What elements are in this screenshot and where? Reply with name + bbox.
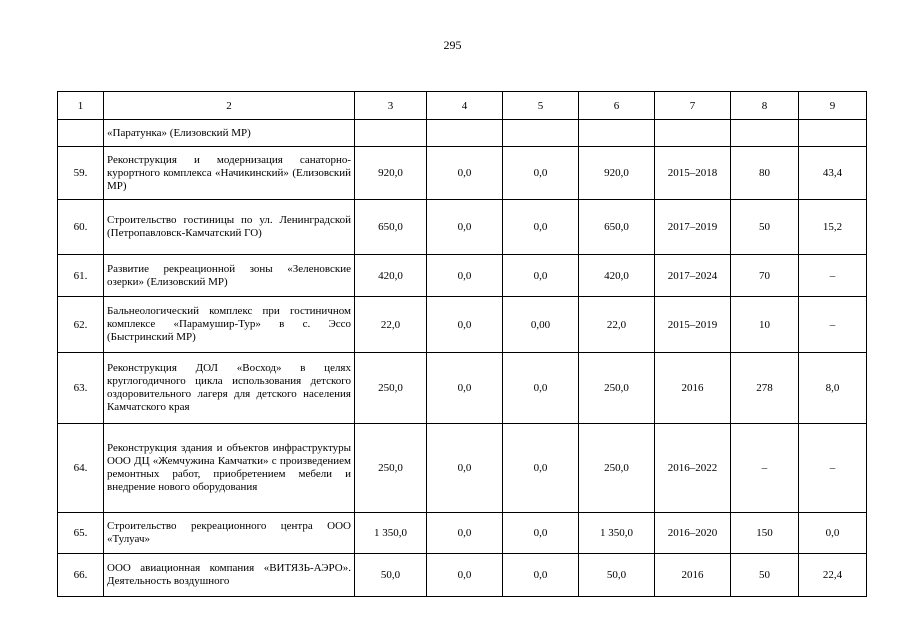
cell-col-8: 278 [731,353,799,424]
table-row [58,255,867,297]
cell-col-3: 250,0 [355,424,427,513]
cell-col-4: 0,0 [427,353,503,424]
cell-row-number: 63. [58,353,104,424]
cell-col-3: 22,0 [355,297,427,353]
column-header: 7 [655,92,731,120]
cell-col-4: 0,0 [427,297,503,353]
cell-col-5: 0,0 [503,424,579,513]
cell-col-5: 0,0 [503,147,579,200]
cell-empty [503,120,579,147]
cell-col-3: 250,0 [355,353,427,424]
cell-col-5: 0,0 [503,513,579,554]
cell-col-6: 420,0 [579,255,655,297]
cell-col-6: 250,0 [579,353,655,424]
table-row [58,200,867,255]
table-row-continuation [58,120,867,147]
cell-col-6: 1 350,0 [579,513,655,554]
cell-row-number: 65. [58,513,104,554]
column-header: 9 [799,92,867,120]
cell-row-number: 60. [58,200,104,255]
cell-description: Реконструкция здания и объектов инфраструктуры ООО ДЦ «Жемчужина Камчатки» с произведением ремонтных работ, приобретением мебели и внедрение нового оборудования [104,424,355,513]
cell-description: Бальнеологический комплекс при гостиничном комплексе «Парамушир-Тур» в с. Эссо (Быстринский МР) [104,297,355,353]
cell-col-9: 22,4 [799,554,867,597]
cell-col-8: 80 [731,147,799,200]
cell-col-8: 50 [731,554,799,597]
cell-description: ООО авиационная компания «ВИТЯЗЬ-АЭРО». Деятельность воздушного [104,554,355,597]
table-header-row [58,92,867,120]
cell-period: 2016 [655,353,731,424]
column-header: 5 [503,92,579,120]
column-header: 3 [355,92,427,120]
cell-col-9: 0,0 [799,513,867,554]
table-row [58,353,867,424]
cell-empty [579,120,655,147]
cell-col-6: 650,0 [579,200,655,255]
column-header: 6 [579,92,655,120]
column-header: 8 [731,92,799,120]
table-row [58,147,867,200]
cell-col-9: 8,0 [799,353,867,424]
column-header: 1 [58,92,104,120]
cell-col-4: 0,0 [427,554,503,597]
cell-col-9: 43,4 [799,147,867,200]
cell-period: 2015–2019 [655,297,731,353]
cell-col-3: 420,0 [355,255,427,297]
column-header: 2 [104,92,355,120]
cell-col-6: 920,0 [579,147,655,200]
cell-empty [58,120,104,147]
cell-row-number: 61. [58,255,104,297]
cell-period: 2016–2020 [655,513,731,554]
cell-empty [427,120,503,147]
cell-description: «Паратунка» (Елизовский МР) [104,120,355,147]
cell-period: 2015–2018 [655,147,731,200]
cell-col-9: – [799,255,867,297]
cell-col-4: 0,0 [427,424,503,513]
cell-empty [655,120,731,147]
cell-description: Реконструкция и модернизация санаторно-курортного комплекса «Начикинский» (Елизовский МР) [104,147,355,200]
cell-row-number: 66. [58,554,104,597]
cell-col-4: 0,0 [427,255,503,297]
cell-col-8: 150 [731,513,799,554]
cell-col-6: 22,0 [579,297,655,353]
cell-empty [355,120,427,147]
cell-period: 2017–2019 [655,200,731,255]
cell-col-8: – [731,424,799,513]
cell-period: 2016–2022 [655,424,731,513]
investment-projects-table [57,91,867,597]
cell-col-6: 50,0 [579,554,655,597]
cell-empty [799,120,867,147]
cell-period: 2016 [655,554,731,597]
column-header: 4 [427,92,503,120]
cell-row-number: 64. [58,424,104,513]
cell-col-4: 0,0 [427,147,503,200]
table-row [58,297,867,353]
cell-col-6: 250,0 [579,424,655,513]
cell-col-8: 50 [731,200,799,255]
cell-period: 2017–2024 [655,255,731,297]
cell-col-5: 0,0 [503,255,579,297]
cell-col-9: 15,2 [799,200,867,255]
cell-col-3: 50,0 [355,554,427,597]
table-row [58,513,867,554]
cell-col-4: 0,0 [427,513,503,554]
cell-col-9: – [799,297,867,353]
cell-col-3: 650,0 [355,200,427,255]
cell-col-5: 0,00 [503,297,579,353]
table-row [58,554,867,597]
cell-col-5: 0,0 [503,200,579,255]
cell-col-8: 70 [731,255,799,297]
cell-col-3: 1 350,0 [355,513,427,554]
cell-col-4: 0,0 [427,200,503,255]
page-number: 295 [443,38,462,52]
cell-description: Строительство гостиницы по ул. Ленинградской (Петропавловск-Камчатский ГО) [104,200,355,255]
cell-col-5: 0,0 [503,353,579,424]
cell-col-5: 0,0 [503,554,579,597]
cell-row-number: 59. [58,147,104,200]
cell-description: Развитие рекреационной зоны «Зеленовские озерки» (Елизовский МР) [104,255,355,297]
cell-row-number: 62. [58,297,104,353]
table-row [58,424,867,513]
cell-description: Реконструкция ДОЛ «Восход» в целях круглогодичного цикла использования детского оздоровительного лагеря для детского населения Камчатского края [104,353,355,424]
cell-col-8: 10 [731,297,799,353]
cell-col-3: 920,0 [355,147,427,200]
cell-empty [731,120,799,147]
cell-description: Строительство рекреационного центра ООО «Тулуач» [104,513,355,554]
cell-col-9: – [799,424,867,513]
